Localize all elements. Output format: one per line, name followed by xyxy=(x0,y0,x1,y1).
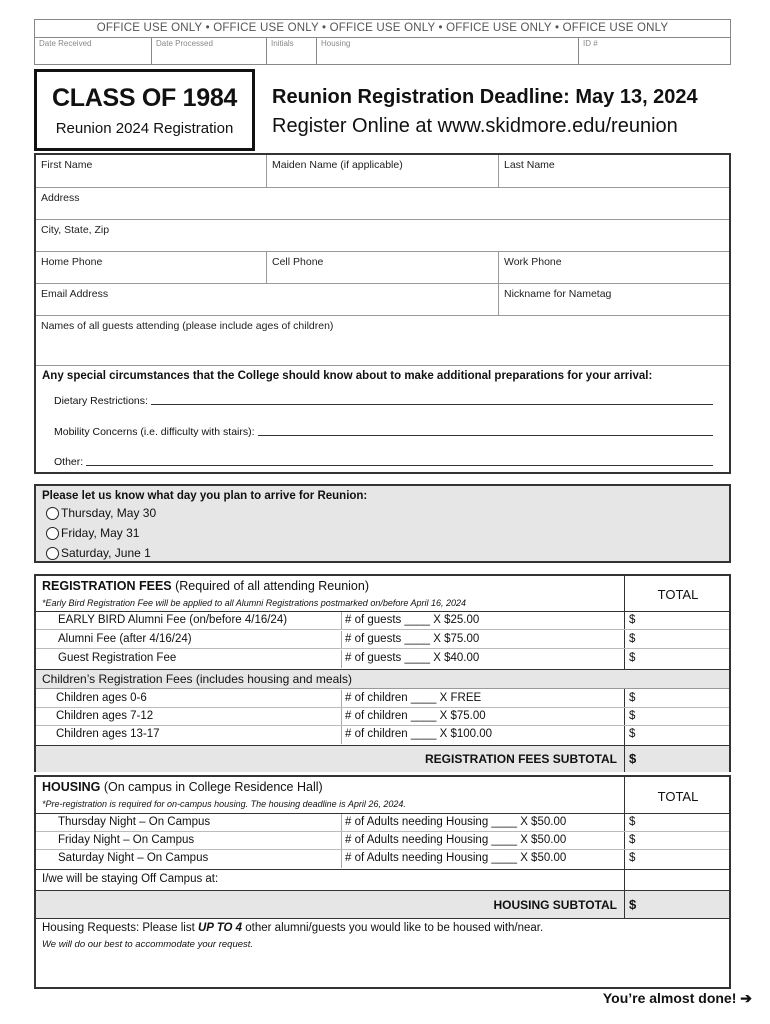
housing-table xyxy=(34,775,731,989)
last-name-field[interactable]: Last Name xyxy=(504,159,555,171)
cell-phone-field[interactable]: Cell Phone xyxy=(267,252,499,283)
address-field[interactable]: Address xyxy=(41,192,80,204)
class-title: CLASS OF 1984 xyxy=(51,84,238,112)
housing-requests-note: We will do our best to accommodate your request. xyxy=(42,939,254,950)
class-box xyxy=(34,69,255,151)
housing-total-label: TOTAL xyxy=(657,789,699,804)
office-use-fields xyxy=(35,37,730,64)
housing-row-friday[interactable]: Friday Night – On Campus # of Adults needing Housing ____ X $50.00 $ xyxy=(36,832,729,850)
housing-row-saturday[interactable]: Saturday Night – On Campus # of Adults needing Housing ____ X $50.00 $ xyxy=(36,850,729,868)
fees-total-label: TOTAL xyxy=(657,587,699,602)
child-row-7-12[interactable]: Children ages 7-12 # of children ____ X $75.00 $ xyxy=(36,708,729,726)
home-phone-field[interactable]: Home Phone xyxy=(36,252,267,283)
work-phone-field[interactable]: Work Phone xyxy=(504,256,562,268)
guests-field[interactable]: Names of all guests attending (please include ages of children) xyxy=(41,320,334,332)
arrival-option-saturday[interactable] xyxy=(46,546,151,560)
child-row-0-6[interactable]: Children ages 0-6 # of children ____ X FREE $ xyxy=(36,690,729,708)
email-row xyxy=(36,284,729,316)
maiden-name-field[interactable]: Maiden Name (if applicable) xyxy=(267,155,499,187)
fees-subtotal-value[interactable]: $ xyxy=(629,751,637,766)
arrival-day-box xyxy=(34,484,731,563)
email-field[interactable]: Email Address xyxy=(36,284,499,315)
registration-fees-table xyxy=(34,574,731,772)
nickname-field[interactable]: Nickname for Nametag xyxy=(504,288,612,300)
mobility-line[interactable] xyxy=(54,426,713,438)
deadline-heading: Reunion Registration Deadline: May 13, 2024 xyxy=(272,86,698,108)
housing-subtotal-row xyxy=(36,891,729,918)
children-header: Children’s Registration Fees (includes housing and meals) xyxy=(36,669,729,689)
arrival-option-friday[interactable] xyxy=(46,526,139,540)
option-label: Thursday, May 30 xyxy=(61,506,157,520)
housing-note: *Pre-registration is required for on-campus housing. The housing deadline is April 26, 2024. xyxy=(42,799,406,809)
housing-row-thursday[interactable]: Thursday Night – On Campus # of Adults needing Housing ____ X $50.00 $ xyxy=(36,814,729,832)
dietary-line[interactable] xyxy=(54,395,713,407)
dietary-label: Dietary Restrictions: xyxy=(54,395,148,407)
other-line[interactable] xyxy=(54,456,713,468)
id-field[interactable]: ID # xyxy=(583,39,598,48)
option-label: Saturday, June 1 xyxy=(61,546,151,560)
radio-icon[interactable] xyxy=(46,547,59,560)
fee-row-alumni[interactable]: Alumni Fee (after 4/16/24) # of guests ____ X $75.00 $ xyxy=(36,631,729,649)
address-row xyxy=(36,188,729,220)
radio-icon[interactable] xyxy=(46,507,59,520)
other-label: Other: xyxy=(54,456,84,468)
initials-field[interactable]: Initials xyxy=(267,38,317,64)
housing-subtotal-value[interactable]: $ xyxy=(629,897,637,912)
fee-row-early-bird[interactable]: EARLY BIRD Alumni Fee (on/before 4/16/24) # of guests ____ X $25.00 $ xyxy=(36,612,729,630)
city-state-zip-field[interactable]: City, State, Zip xyxy=(41,224,110,236)
city-row xyxy=(36,220,729,252)
name-row xyxy=(36,155,729,188)
housing-title: HOUSING (On campus in College Residence Hall) xyxy=(42,780,323,794)
class-subtitle: Reunion 2024 Registration xyxy=(55,120,234,137)
office-use-header: OFFICE USE ONLY • OFFICE USE ONLY • OFFICE USE ONLY • OFFICE USE ONLY • OFFICE USE ONLY xyxy=(96,22,669,34)
housing-requests-field[interactable]: Housing Requests: Please list UP TO 4 other alumni/guests you would like to be housed with/near. xyxy=(42,922,544,934)
off-campus-field[interactable]: I/we will be staying Off Campus at: xyxy=(42,873,219,885)
fees-subtotal-label: REGISTRATION FEES SUBTOTAL xyxy=(424,752,617,766)
option-label: Friday, May 31 xyxy=(61,526,140,540)
office-use-box xyxy=(34,19,731,65)
fees-title: REGISTRATION FEES (Required of all attending Reunion) xyxy=(42,579,369,593)
mobility-label: Mobility Concerns (i.e. difficulty with stairs): xyxy=(54,426,255,438)
date-received-field[interactable]: Date Received xyxy=(35,38,152,64)
guests-row xyxy=(36,316,729,366)
arrival-question: Please let us know what day you plan to arrive for Reunion: xyxy=(42,490,368,502)
contact-info-table xyxy=(34,153,731,474)
fees-subtotal-row xyxy=(36,745,729,772)
special-circumstances-heading: Any special circumstances that the College should know about to make additional preparations for your arrival: xyxy=(42,370,653,382)
arrival-option-thursday[interactable] xyxy=(46,506,156,520)
almost-done-text: You’re almost done! ➔ xyxy=(602,990,752,1006)
fees-note: *Early Bird Registration Fee will be applied to all Alumni Registrations postmarked on/before April 16, 2024 xyxy=(42,598,467,608)
housing-subtotal-label: HOUSING SUBTOTAL xyxy=(493,898,617,912)
first-name-field[interactable]: First Name xyxy=(36,155,267,187)
radio-icon[interactable] xyxy=(46,527,59,540)
phone-row xyxy=(36,252,729,284)
housing-field[interactable]: Housing xyxy=(317,38,579,64)
register-online-text: Register Online at www.skidmore.edu/reunion xyxy=(272,115,678,137)
child-row-13-17[interactable]: Children ages 13-17 # of children ____ X $100.00 $ xyxy=(36,726,729,744)
date-processed-field[interactable]: Date Processed xyxy=(152,38,267,64)
fee-row-guest[interactable]: Guest Registration Fee # of guests ____ X $40.00 $ xyxy=(36,650,729,668)
